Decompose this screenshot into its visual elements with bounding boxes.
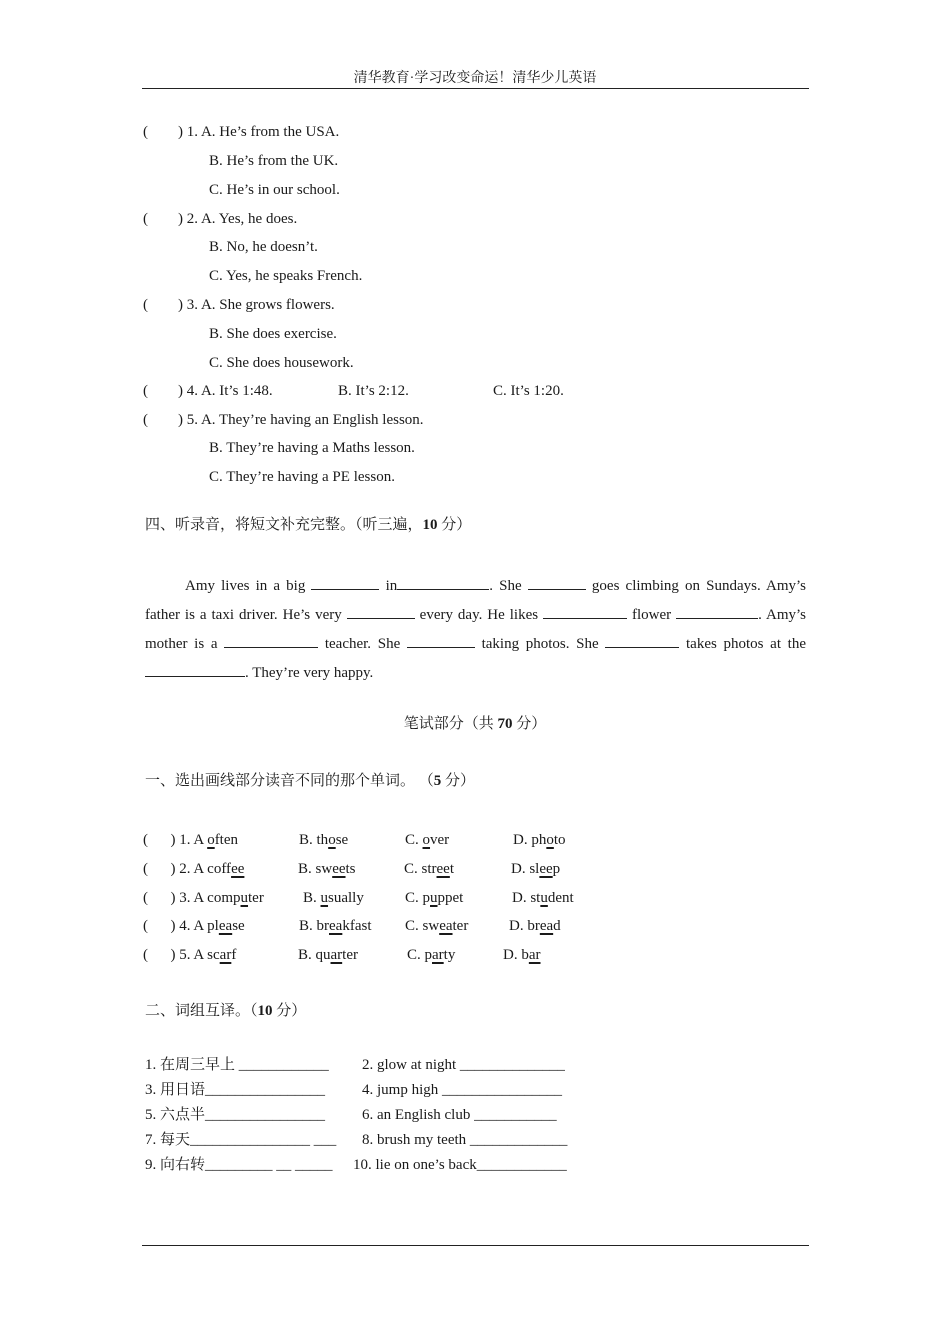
question-number: 3. xyxy=(186,297,198,313)
word-part: C. p xyxy=(407,947,433,963)
underlined-letters: ee xyxy=(436,861,450,877)
listening-q2 xyxy=(143,212,297,227)
word-part: A sc xyxy=(193,947,220,963)
cloze-passage: Amy lives in a big in . She goes climbing on Sundays. Amy’s father is a taxi driver. He’s very every day. He likes flower . Amy’s mother is a teacher. She taking photos. She takes photos at the . They’re very happy. xyxy=(145,578,807,681)
answer-paren[interactable]: ( xyxy=(143,832,171,848)
listening-q3 xyxy=(143,298,335,313)
fill-blank[interactable] xyxy=(224,634,318,648)
option-b: B. It’s 2:12. xyxy=(338,383,409,399)
fill-blank[interactable] xyxy=(347,605,415,619)
option-c xyxy=(405,890,463,906)
option-b-cell xyxy=(303,891,364,906)
option-a: A. They’re having an English lesson. xyxy=(200,412,424,428)
translation-item-6[interactable]: 6. an English club ___________ xyxy=(362,1107,557,1123)
option-d-cell xyxy=(512,891,574,906)
option-c-cell xyxy=(405,919,468,934)
word-part: C. p xyxy=(405,890,431,906)
option-b: B. No, he doesn’t. xyxy=(209,239,318,255)
option-b-cell xyxy=(299,833,348,848)
option-b xyxy=(298,947,358,963)
word-part: ter xyxy=(248,890,264,906)
underlined-letters: u xyxy=(240,890,249,906)
underlined-letters: ar xyxy=(432,947,444,963)
section-2-title: 二、词组互译。（10 分） xyxy=(145,1003,307,1019)
question-number: 2. xyxy=(186,211,198,227)
translation-item-2[interactable]: 2. glow at night ______________ xyxy=(362,1057,565,1073)
word-part: B. br xyxy=(299,918,329,934)
underlined-letters: ee xyxy=(332,861,346,877)
option-b-cell xyxy=(298,862,356,877)
word-part: ver xyxy=(430,832,450,848)
translation-item-7[interactable]: 7. 每天________________ ___ xyxy=(145,1132,337,1148)
option-d xyxy=(509,918,561,934)
option-c: C. They’re having a PE lesson. xyxy=(209,469,395,485)
word-part: B. qu xyxy=(298,947,331,963)
answer-paren[interactable]: ( xyxy=(143,890,171,906)
word-part: D. ph xyxy=(513,832,547,848)
option-c-cell xyxy=(405,891,463,906)
option-d xyxy=(513,832,566,848)
fill-blank[interactable] xyxy=(145,663,245,677)
question-number: ) 4. xyxy=(170,918,194,934)
word-part: se xyxy=(335,832,349,848)
written-part-title: 笔试部分（共 70 分） xyxy=(403,716,547,732)
option-c: C. He’s in our school. xyxy=(209,182,340,198)
word-part: A comp xyxy=(193,890,241,906)
option-b-cell xyxy=(298,948,358,963)
option-a xyxy=(193,861,244,877)
word-part: se xyxy=(232,918,245,934)
option-d xyxy=(512,890,574,906)
option-c-cell xyxy=(404,862,454,877)
header-rule xyxy=(142,88,809,89)
underlined-letters: o xyxy=(546,832,554,848)
question-number: 1. xyxy=(186,124,198,140)
word-part: B. sw xyxy=(298,861,333,877)
answer-paren[interactable]: ( xyxy=(143,861,171,877)
underlined-letters: ea xyxy=(439,918,453,934)
phonics-row xyxy=(143,833,238,848)
option-a xyxy=(193,918,244,934)
word-part: ty xyxy=(443,947,456,963)
phonics-row xyxy=(143,948,236,963)
underlined-letters: ea xyxy=(539,918,554,934)
underlined-letters: u xyxy=(320,890,329,906)
translation-item-5[interactable]: 5. 六点半________________ xyxy=(145,1107,326,1123)
underlined-letters: ee xyxy=(539,861,553,877)
word-part: B. xyxy=(303,890,321,906)
option-a: A. Yes, he does. xyxy=(200,211,298,227)
option-c-cell xyxy=(407,948,455,963)
fill-blank[interactable] xyxy=(543,605,627,619)
option-c xyxy=(404,861,454,877)
listening-q5 xyxy=(143,413,424,428)
option-c: C. Yes, he speaks French. xyxy=(209,268,363,284)
section-1-title: 一、选出画线部分读音不同的那个单词。 （5 分） xyxy=(145,773,476,789)
option-c xyxy=(405,918,468,934)
footer-rule xyxy=(142,1245,809,1246)
underlined-letters: o xyxy=(328,832,336,848)
option-c-cell xyxy=(405,833,449,848)
option-b xyxy=(299,918,372,934)
word-part: ften xyxy=(214,832,239,848)
option-a xyxy=(193,832,238,848)
fill-blank[interactable] xyxy=(605,634,679,648)
underlined-letters: ea xyxy=(329,918,343,934)
option-a: A. She grows flowers. xyxy=(200,297,335,313)
answer-paren[interactable]: ( ) xyxy=(143,383,183,399)
option-d-cell xyxy=(503,948,541,963)
underlined-letters: ar xyxy=(330,947,343,963)
option-c xyxy=(405,832,449,848)
word-part: D. b xyxy=(503,947,529,963)
answer-paren[interactable]: ( ) xyxy=(143,297,183,313)
answer-paren[interactable]: ( ) xyxy=(143,211,183,227)
translation-item-4[interactable]: 4. jump high ________________ xyxy=(362,1082,563,1098)
answer-paren[interactable]: ( xyxy=(143,918,171,934)
word-part: t xyxy=(449,861,455,877)
underlined-letters: o xyxy=(422,832,431,848)
word-part: A pl xyxy=(193,918,219,934)
option-a xyxy=(193,947,236,963)
listening-q1 xyxy=(143,125,339,140)
word-part: kfast xyxy=(342,918,372,934)
word-part: C. xyxy=(405,832,423,848)
underlined-letters: o xyxy=(207,832,215,848)
question-number: ) 1. xyxy=(170,832,194,848)
option-b: B. He’s from the UK. xyxy=(209,153,339,169)
word-part: B. th xyxy=(299,832,329,848)
underlined-letters: ar xyxy=(219,947,232,963)
option-b xyxy=(299,832,348,848)
option-c: C. It’s 1:20. xyxy=(493,383,564,399)
word-part: D. br xyxy=(509,918,540,934)
translation-item-8[interactable]: 8. brush my teeth _____________ xyxy=(362,1132,568,1148)
word-part: dent xyxy=(547,890,574,906)
section-4-title: 四、听录音，将短文补充完整。（听三遍，10 分） xyxy=(145,517,472,533)
option-d-cell xyxy=(509,919,561,934)
underlined-letters: u xyxy=(540,890,548,906)
word-part: p xyxy=(552,861,561,877)
option-b xyxy=(298,861,356,877)
fill-blank[interactable] xyxy=(676,605,758,619)
phonics-row xyxy=(143,891,264,906)
underlined-letters: u xyxy=(430,890,438,906)
option-c: C. She does housework. xyxy=(209,355,354,371)
translation-item-10[interactable]: 10. lie on one’s back____________ xyxy=(353,1157,567,1173)
fill-blank[interactable] xyxy=(397,576,489,590)
fill-blank[interactable] xyxy=(311,576,379,590)
option-a xyxy=(193,890,263,906)
phonics-row xyxy=(143,919,245,934)
answer-paren[interactable]: ( ) xyxy=(143,124,183,140)
question-number: ) 3. xyxy=(170,890,194,906)
fill-blank[interactable] xyxy=(407,634,475,648)
question-number: ) 5. xyxy=(170,947,194,963)
answer-paren[interactable]: ( ) xyxy=(143,412,183,428)
word-part: ppet xyxy=(437,890,464,906)
word-part: D. st xyxy=(512,890,541,906)
translation-item-3[interactable]: 3. 用日语________________ xyxy=(145,1082,326,1098)
question-number: 4. xyxy=(186,383,198,399)
fill-blank[interactable] xyxy=(528,576,586,590)
word-part: ter xyxy=(342,947,358,963)
option-d xyxy=(503,947,541,963)
word-part: D. sl xyxy=(511,861,540,877)
translation-item-9[interactable]: 9. 向右转_________ __ _____ xyxy=(145,1157,333,1173)
word-part: ter xyxy=(452,918,469,934)
word-part: C. str xyxy=(404,861,437,877)
underlined-letters: ea xyxy=(218,918,233,934)
word-part: C. sw xyxy=(405,918,440,934)
word-part: sually xyxy=(328,890,364,906)
word-part: ts xyxy=(345,861,356,877)
option-b xyxy=(303,890,364,906)
option-c xyxy=(407,947,455,963)
word-part: to xyxy=(553,832,566,848)
option-a: A. It’s 1:48. xyxy=(200,383,273,399)
word-part: A coff xyxy=(193,861,232,877)
option-a: A. He’s from the USA. xyxy=(200,124,340,140)
option-b: B. She does exercise. xyxy=(209,326,337,342)
word-part: f xyxy=(231,947,237,963)
listening-q4 xyxy=(143,384,273,399)
page-header: 清华教育·学习改变命运！清华少儿英语 xyxy=(353,71,597,86)
question-number: 5. xyxy=(186,412,198,428)
translation-item-1[interactable]: 1. 在周三早上 ____________ xyxy=(145,1057,329,1073)
question-number: ) 2. xyxy=(170,861,194,877)
option-b-cell xyxy=(299,919,372,934)
underlined-letters: ee xyxy=(231,861,245,877)
word-part: d xyxy=(553,918,561,934)
option-d-cell xyxy=(511,862,560,877)
option-d xyxy=(511,861,560,877)
word-part: A xyxy=(193,832,208,848)
option-d-cell xyxy=(513,833,566,848)
option-b: B. They’re having a Maths lesson. xyxy=(209,440,415,456)
answer-paren[interactable]: ( xyxy=(143,947,171,963)
underlined-letters: ar xyxy=(528,947,541,963)
phonics-row xyxy=(143,862,244,877)
